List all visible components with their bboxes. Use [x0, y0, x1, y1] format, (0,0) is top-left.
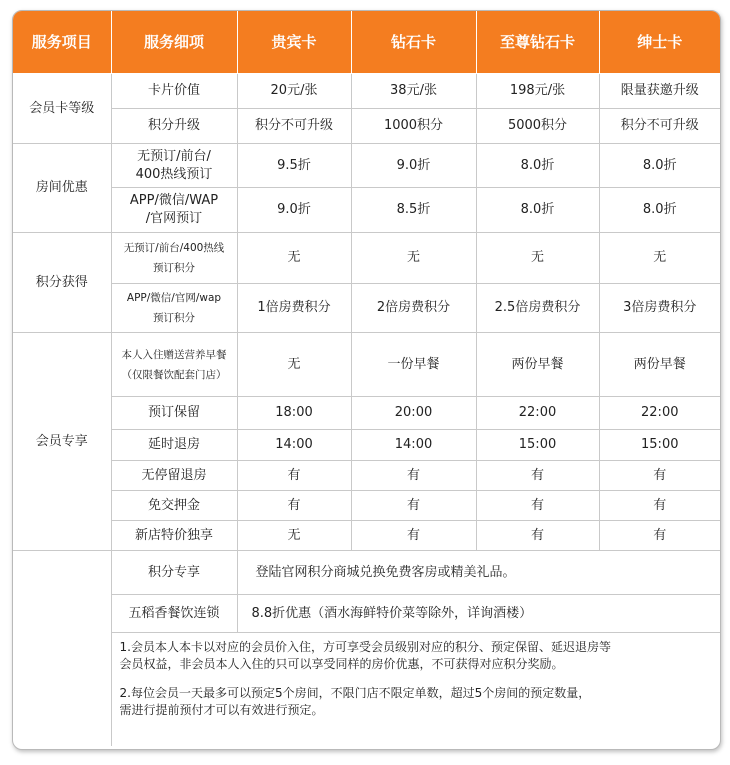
- header-gentleman-card: 绅士卡: [599, 11, 720, 74]
- cell: 22:00: [599, 397, 720, 430]
- row-label-line: 无预订/前台/: [137, 148, 211, 164]
- cell: 198元/张: [476, 74, 599, 109]
- cell: 无: [476, 233, 599, 284]
- cell: 8.0折: [599, 144, 720, 188]
- note-2: [120, 685, 713, 719]
- cell: 无: [237, 333, 351, 397]
- row-label: 预订保留: [111, 397, 237, 430]
- table-row: [13, 430, 720, 461]
- cell: 有: [599, 491, 720, 521]
- cell: 有: [476, 461, 599, 491]
- row-label: 积分专享: [111, 551, 237, 595]
- table-row: [13, 333, 720, 397]
- cell: 15:00: [476, 430, 599, 461]
- cell: 8.5折: [351, 188, 476, 233]
- cell: 有: [599, 521, 720, 551]
- cell: 22:00: [476, 397, 599, 430]
- cell: 20:00: [351, 397, 476, 430]
- header-vip-card: 贵宾卡: [237, 11, 351, 74]
- cell: 2.5倍房费积分: [476, 284, 599, 333]
- notes-row: [13, 633, 720, 746]
- cell: 有: [351, 521, 476, 551]
- table-row: [13, 521, 720, 551]
- row-label: 卡片价值: [111, 74, 237, 109]
- table-row: [13, 109, 720, 144]
- row-label: [111, 188, 237, 233]
- row-label: 新店特价独享: [111, 521, 237, 551]
- cell: 有: [237, 491, 351, 521]
- table-row: [13, 188, 720, 233]
- note-line: 会员权益，非会员本人入住的只可以享受同样的房价优惠，不可获得对应积分奖励。: [119, 657, 564, 671]
- blank-cell: [13, 633, 111, 746]
- cell: 9.0折: [351, 144, 476, 188]
- points-exclusive-text: 登陆官网积分商城兑换免费客房或精美礼品。: [237, 551, 720, 595]
- cell: 无: [237, 233, 351, 284]
- row-label-line: APP/微信/官网/wap: [126, 292, 222, 304]
- row-label: [111, 144, 237, 188]
- row-label: [111, 233, 237, 284]
- blank-cell: [13, 551, 111, 595]
- row-label: 积分升级: [111, 109, 237, 144]
- notes-cell: [111, 633, 720, 746]
- cell: 9.0折: [237, 188, 351, 233]
- wudao-text: 8.8折优惠（酒水海鲜特价菜等除外，详询酒楼）: [237, 595, 720, 633]
- row-label: 五稻香餐饮连锁: [111, 595, 237, 633]
- row-label: 延时退房: [111, 430, 237, 461]
- cell: 有: [476, 491, 599, 521]
- row-label-line: 无预订/前台/400热线: [123, 242, 225, 254]
- cell: 两份早餐: [476, 333, 599, 397]
- cell: 有: [599, 461, 720, 491]
- section-room: 房间优惠: [13, 144, 111, 233]
- section-level: 会员卡等级: [13, 74, 111, 144]
- note-line: 1.会员本人本卡以对应的会员价入住，方可享受会员级别对应的积分、预定保留、延迟退房等: [119, 640, 611, 654]
- table-row: [13, 397, 720, 430]
- section-exclusive: 会员专享: [13, 333, 111, 551]
- row-label-line: 预订积分: [153, 312, 195, 324]
- cell: 两份早餐: [599, 333, 720, 397]
- cell: 有: [476, 521, 599, 551]
- cell: 积分不可升级: [599, 109, 720, 144]
- header-service-item: 服务项目: [13, 11, 111, 74]
- row-label-line: APP/微信/WAP: [129, 193, 219, 208]
- row-label-line: （仅限餐饮配套门店）: [121, 368, 227, 381]
- cell: 14:00: [351, 430, 476, 461]
- cell: 8.0折: [476, 144, 599, 188]
- row-label: 免交押金: [111, 491, 237, 521]
- membership-benefits-table: [13, 11, 720, 746]
- cell: 无: [599, 233, 720, 284]
- cell: 20元/张: [237, 74, 351, 109]
- header-service-detail: 服务细项: [111, 11, 237, 74]
- table-row: [13, 74, 720, 109]
- cell: 3倍房费积分: [599, 284, 720, 333]
- blank-cell: [13, 595, 111, 633]
- membership-table-frame: [12, 10, 721, 750]
- row-label-line: /官网预订: [145, 211, 203, 226]
- table-row: [13, 551, 720, 595]
- cell: 5000积分: [476, 109, 599, 144]
- row-label: [111, 284, 237, 333]
- table-row: [13, 284, 720, 333]
- table-row: [13, 595, 720, 633]
- header-row: [13, 11, 720, 74]
- cell: 限量获邀升级: [599, 74, 720, 109]
- row-label-line: 本人入住赠送营养早餐: [121, 348, 227, 361]
- cell: 积分不可升级: [237, 109, 351, 144]
- cell: 无: [237, 521, 351, 551]
- table-row: [13, 233, 720, 284]
- header-diamond-card: 钻石卡: [351, 11, 476, 74]
- cell: 无: [351, 233, 476, 284]
- cell: 2倍房费积分: [351, 284, 476, 333]
- row-label: [111, 333, 237, 397]
- cell: 1000积分: [351, 109, 476, 144]
- cell: 38元/张: [351, 74, 476, 109]
- cell: 18:00: [237, 397, 351, 430]
- section-points: 积分获得: [13, 233, 111, 333]
- cell: 有: [351, 461, 476, 491]
- row-label-line: 预订积分: [153, 262, 195, 274]
- row-label-line: 400热线预订: [135, 166, 213, 182]
- cell: 14:00: [237, 430, 351, 461]
- cell: 8.0折: [599, 188, 720, 233]
- cell: 1倍房费积分: [237, 284, 351, 333]
- table-row: [13, 144, 720, 188]
- note-1: [120, 639, 713, 673]
- cell: 有: [237, 461, 351, 491]
- header-supreme-diamond-card: 至尊钻石卡: [476, 11, 599, 74]
- table-row: [13, 461, 720, 491]
- note-line: 2.每位会员一天最多可以预定5个房间，不限门店不限定单数，超过5个房间的预定数量，: [119, 686, 591, 700]
- cell: 一份早餐: [351, 333, 476, 397]
- cell: 15:00: [599, 430, 720, 461]
- cell: 9.5折: [237, 144, 351, 188]
- row-label: 无停留退房: [111, 461, 237, 491]
- note-line: 需进行提前预付才可以有效进行预定。: [119, 703, 324, 717]
- cell: 8.0折: [476, 188, 599, 233]
- table-row: [13, 491, 720, 521]
- cell: 有: [351, 491, 476, 521]
